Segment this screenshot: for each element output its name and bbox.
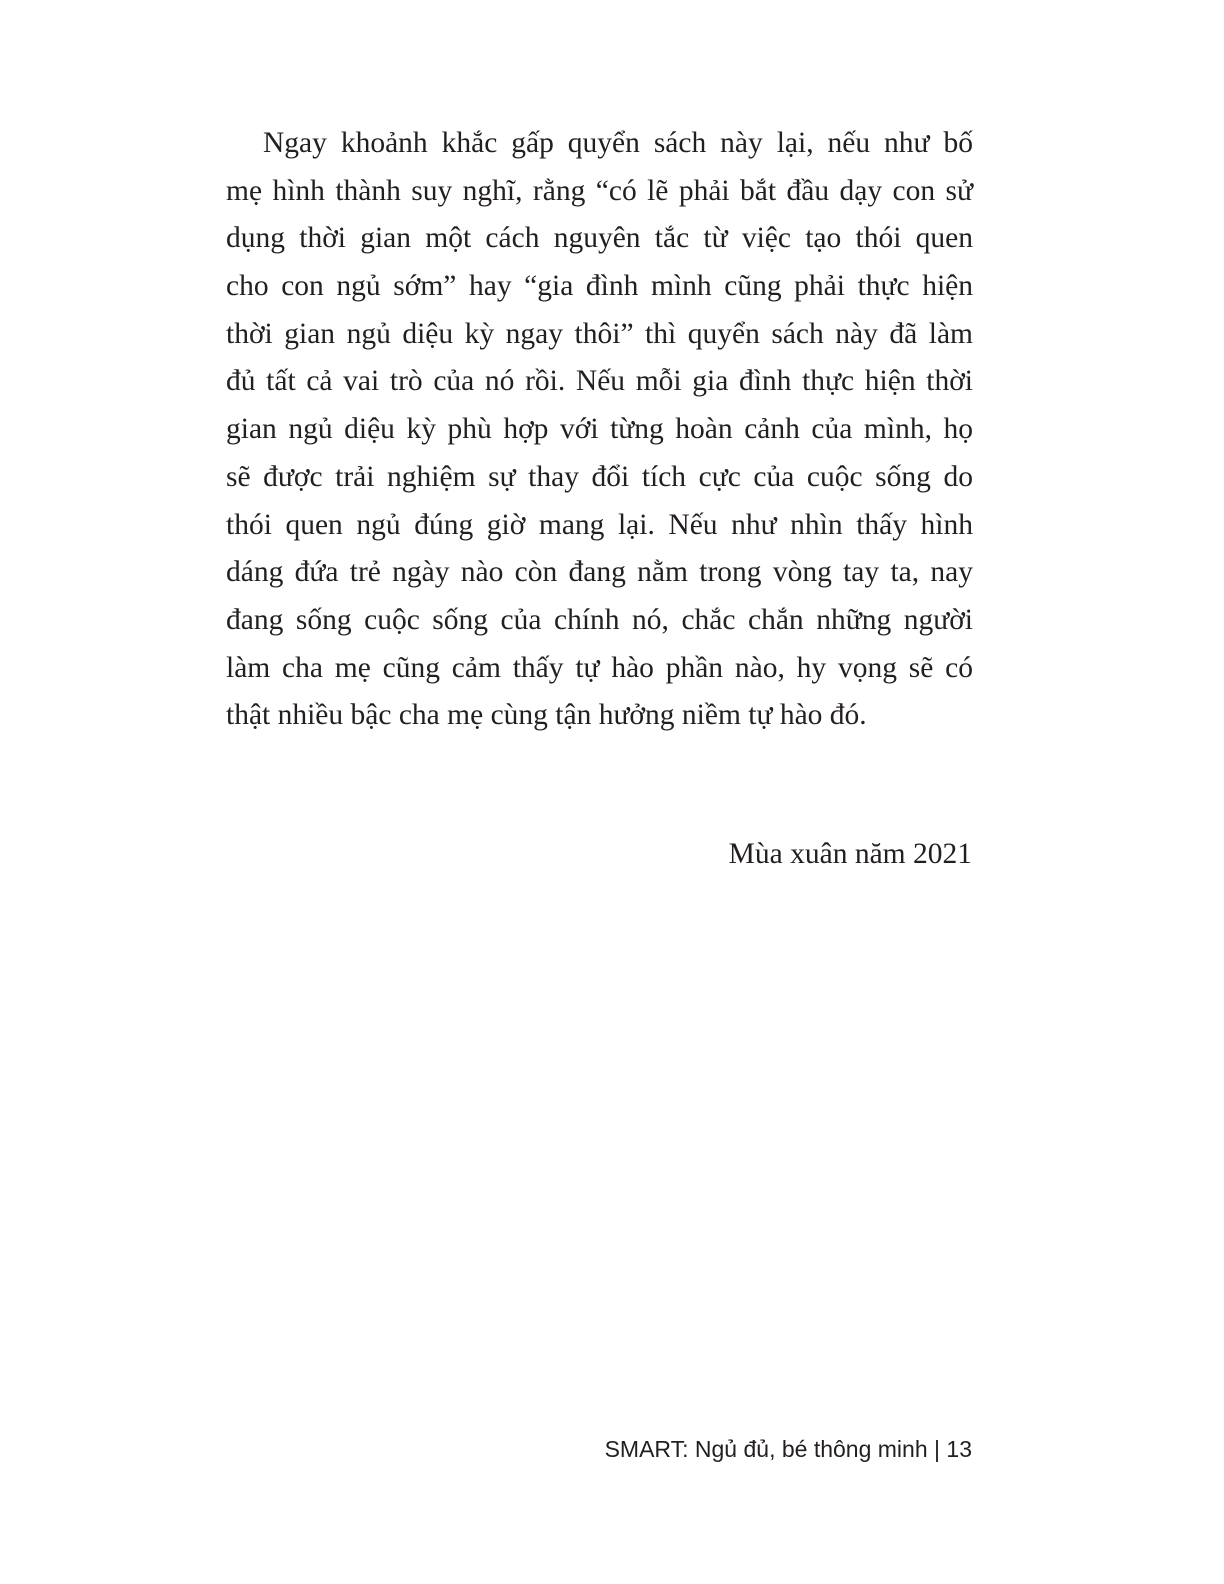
running-title: SMART: Ngủ đủ, bé thông minh <box>604 1436 928 1462</box>
paragraph-line: đang sống cuộc sống của chính nó, chắc chắn những người <box>226 603 973 636</box>
paragraph-line: sẽ được trải nghiệm sự thay đổi tích cực của cuộc sống do <box>226 460 973 493</box>
paragraph-line: gian ngủ diệu kỳ phù hợp với từng hoàn cảnh của mình, họ <box>226 413 973 446</box>
page-footer <box>605 1432 972 1466</box>
body-paragraph <box>226 120 973 740</box>
paragraph-line: cho con ngủ sớm” hay “gia đình mình cũng phải thực hiện <box>226 270 973 303</box>
paragraph-line: thật nhiều bậc cha mẹ cùng tận hưởng niềm tự hào đó. <box>226 699 867 732</box>
paragraph-line: dáng đứa trẻ ngày nào còn đang nằm trong vòng tay ta, nay <box>226 556 973 589</box>
paragraph-line: thời gian ngủ diệu kỳ ngay thôi” thì quyển sách này đã làm <box>226 317 973 350</box>
paragraph-line: Ngay khoảnh khắc gấp quyển sách này lại, nếu như bố <box>263 127 973 159</box>
paragraph-line: đủ tất cả vai trò của nó rồi. Nếu mỗi gia đình thực hiện thời <box>226 365 973 398</box>
footer-separator: | <box>934 1436 941 1462</box>
paragraph-line: làm cha mẹ cũng cảm thấy tự hào phần nào, hy vọng sẽ có <box>226 651 973 684</box>
paragraph-line: dụng thời gian một cách nguyên tắc từ việc tạo thói quen <box>226 222 973 255</box>
signoff-date: Mùa xuân năm 2021 <box>728 838 972 870</box>
paragraph-line: thói quen ngủ đúng giờ mang lại. Nếu như nhìn thấy hình <box>226 508 973 541</box>
paragraph-line: mẹ hình thành suy nghĩ, rằng “có lẽ phải bắt đầu dạy con sử <box>226 174 973 207</box>
page-number: 13 <box>946 1436 972 1462</box>
